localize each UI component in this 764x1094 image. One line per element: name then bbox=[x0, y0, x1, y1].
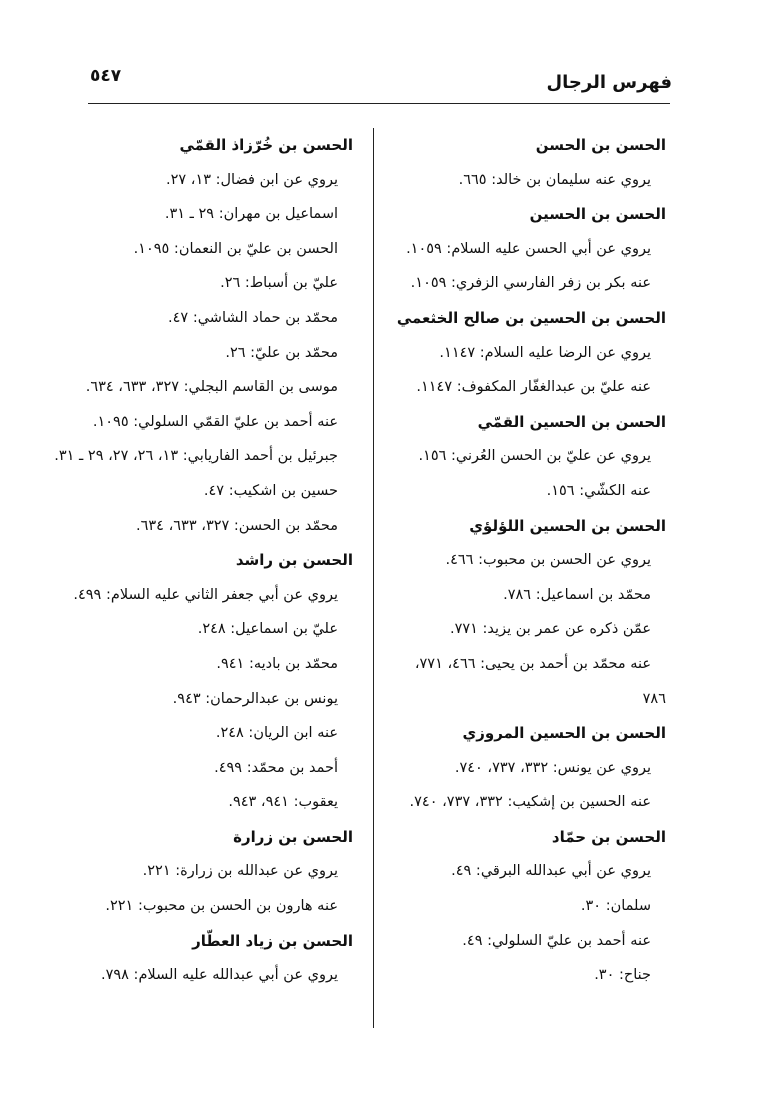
entry-name: الحسن بن حمّاد bbox=[551, 827, 666, 846]
entry-name: الحسن بن زرارة bbox=[233, 827, 353, 846]
entry-line: يعقوب: ٩٤١، ٩٤٣. bbox=[228, 794, 338, 811]
entry-line: يروي عن عبدالله بن زرارة: ٢٢١. bbox=[142, 863, 338, 880]
entry-line: جبرئيل بن أحمد الفاريابي: ١٣، ٢٦، ٢٧، ٢٩ ـ ٣١. bbox=[54, 448, 338, 465]
entry-line: عليّ بن أسباط: ٢٦. bbox=[220, 275, 338, 292]
entry-line: عنه بكر بن زفر الفارسي الزفري: ١٠٥٩. bbox=[410, 275, 651, 292]
entry-line: محمّد بن باديه: ٩٤١. bbox=[216, 655, 338, 672]
entry-line: ٧٨٦ bbox=[642, 690, 666, 707]
entry-line: عليّ بن اسماعيل: ٢٤٨. bbox=[197, 621, 338, 638]
entry-line: يروي عن الحسن بن محبوب: ٤٦٦. bbox=[445, 552, 651, 569]
entry-line: يروي عن الرضا عليه السلام: ١١٤٧. bbox=[439, 344, 651, 361]
entry-line: يروي عن أبي جعفر الثاني عليه السلام: ٤٩٩. bbox=[73, 586, 338, 603]
entry-line: حسين بن اشكيب: ٤٧. bbox=[203, 482, 338, 499]
left-column bbox=[54, 128, 353, 993]
column-divider bbox=[373, 128, 374, 1028]
entry-line: يروي عن أبي عبدالله البرقي: ٤٩. bbox=[451, 863, 651, 880]
entry-line: سلمان: ٣٠. bbox=[580, 898, 651, 915]
entry-line: يروي عن يونس: ٣٣٢، ٧٣٧، ٧٤٠. bbox=[454, 759, 651, 776]
entry-line: يروي عنه سليمان بن خالد: ٦٦٥. bbox=[458, 171, 651, 188]
entry-line: محمّد بن اسماعيل: ٧٨٦. bbox=[503, 586, 651, 603]
entry-name: الحسن بن زياد العطّار bbox=[192, 931, 353, 950]
entry-line: عنه ابن الريان: ٢٤٨. bbox=[215, 725, 338, 742]
page-number: ٥٤٧ bbox=[90, 66, 122, 86]
entry-line: يروي عن أبي الحسن عليه السلام: ١٠٥٩. bbox=[406, 240, 651, 257]
entry-name: الحسن بن راشد bbox=[235, 551, 353, 570]
entry-line: عنه عليّ بن عبدالغفّار المكفوف: ١١٤٧. bbox=[416, 379, 651, 396]
entry-line: اسماعيل بن مهران: ٢٩ ـ ٣١. bbox=[164, 206, 338, 223]
entry-line: عنه أحمد بن عليّ القمّي السلولي: ١٠٩٥. bbox=[92, 413, 338, 430]
entry-line: محمّد بن حماد الشاشي: ٤٧. bbox=[168, 309, 338, 326]
entry-line: يروي عن عليّ بن الحسن العُرني: ١٥٦. bbox=[418, 448, 651, 465]
header-rule bbox=[88, 103, 670, 104]
entry-line: محمّد بن الحسن: ٣٢٧، ٦٣٣، ٦٣٤. bbox=[135, 517, 338, 534]
entry-line: موسى بن القاسم البجلي: ٣٢٧، ٦٣٣، ٦٣٤. bbox=[85, 379, 338, 396]
entry-line: عنه الحسين بن إشكيب: ٣٣٢، ٧٣٧، ٧٤٠. bbox=[409, 794, 651, 811]
entry-line: عمّن ذكره عن عمر بن يزيد: ٧٧١. bbox=[449, 621, 651, 638]
entry-line: الحسن بن عليّ بن النعمان: ١٠٩٥. bbox=[133, 240, 338, 257]
entry-name: الحسن بن الحسن bbox=[535, 136, 666, 154]
entry-name: الحسن بن الحسين اللؤلؤي bbox=[469, 516, 666, 535]
entry-name: الحسن بن الحسين القمّي bbox=[477, 412, 666, 431]
right-column bbox=[380, 128, 666, 993]
entry-line: محمّد بن عليّ: ٢٦. bbox=[225, 344, 338, 361]
entry-line: جناح: ٣٠. bbox=[594, 967, 651, 984]
entry-line: يروي عن ابن فضال: ١٣، ٢٧. bbox=[165, 171, 338, 188]
entry-line: يونس بن عبدالرحمان: ٩٤٣. bbox=[172, 690, 338, 707]
entry-name: الحسن بن الحسين المروزي bbox=[462, 724, 666, 743]
entry-name: الحسن بن الحسين bbox=[529, 205, 666, 224]
entry-line: عنه أحمد بن عليّ السلولي: ٤٩. bbox=[462, 932, 651, 949]
entry-line: عنه الكشّي: ١٥٦. bbox=[546, 482, 651, 499]
entry-name: الحسن بن خُرّزاذ القمّي bbox=[179, 136, 353, 154]
entry-line: عنه هارون بن الحسن بن محبوب: ٢٢١. bbox=[105, 898, 338, 915]
running-header-title: فهرس الرجال bbox=[546, 72, 672, 93]
entry-name: الحسن بن الحسين بن صالح الخثعمي bbox=[396, 308, 666, 327]
entry-line: أحمد بن محمّد: ٤٩٩. bbox=[214, 759, 338, 776]
entry-line: عنه محمّد بن أحمد بن يحيى: ٤٦٦، ٧٧١، bbox=[414, 655, 651, 672]
entry-line: يروي عن أبي عبدالله عليه السلام: ٧٩٨. bbox=[100, 967, 338, 984]
